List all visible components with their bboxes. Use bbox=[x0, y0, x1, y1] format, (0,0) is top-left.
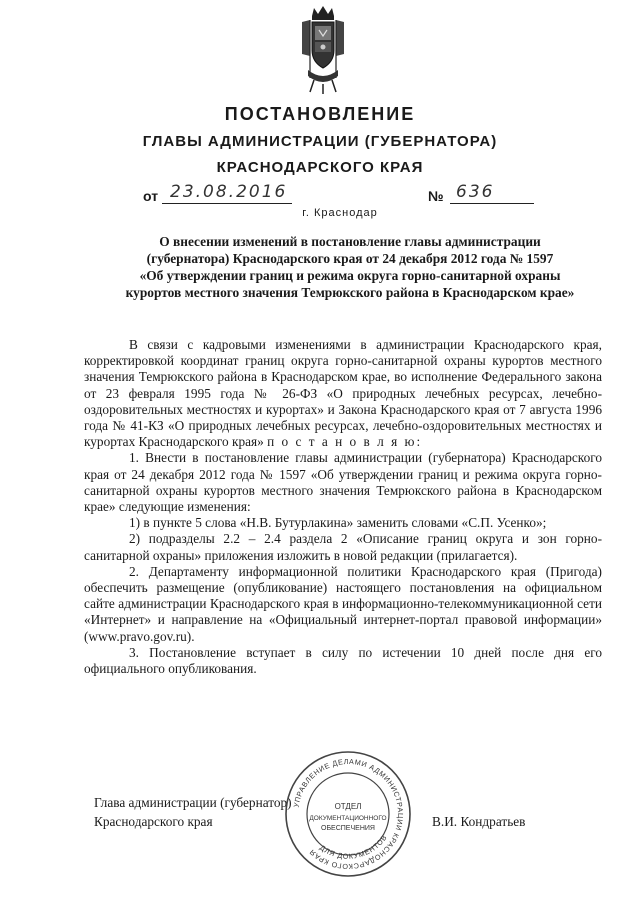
doc-type-heading: ПОСТАНОВЛЕНИЕ bbox=[224, 104, 416, 124]
date-value: 23.08.2016 bbox=[170, 182, 288, 202]
stamp-center-line2: ДОКУМЕНТАЦИОННОГО bbox=[309, 815, 387, 822]
title-line: О внесении изменений в постановление главы администрации bbox=[159, 234, 541, 249]
stamp-bottom-text: ДЛЯ ДОКУМЕНТОВ bbox=[318, 832, 389, 861]
signatory-position-line1: Глава администрации (губернатор) bbox=[94, 795, 292, 810]
coat-of-arms-emblem bbox=[300, 6, 346, 94]
city-label: г. Краснодар bbox=[302, 207, 378, 219]
official-stamp bbox=[283, 749, 413, 879]
signatory-name: В.И. Кондратьев bbox=[432, 814, 526, 829]
authority-heading-line2: КРАСНОДАРСКОГО КРАЯ bbox=[216, 159, 424, 176]
title-line: «Об утверждении границ и режима округа горно-санитарной охраны bbox=[139, 268, 561, 283]
stamp-center-line3: ОБЕСПЕЧЕНИЯ bbox=[321, 825, 375, 832]
stamp-center-line1: ОТДЕЛ bbox=[334, 802, 362, 811]
item-1: 1. Внести в постановление главы администрации (губернатора) Краснодарского края от 24 декабря 2012 года № 1597 «Об утверждении границ и режима округа горно-санитарной охраны курортов местного значения Темрюкского района в Краснодарском крае» следующие изменения: bbox=[84, 450, 602, 515]
title-line: (губернатора) Краснодарского края от 24 декабря 2012 года № 1597 bbox=[146, 251, 554, 266]
number-value: 636 bbox=[456, 182, 495, 202]
item-1-subitem-2: 2) подразделы 2.2 – 2.4 раздела 2 «Описание границ округа и зон горно-санитарной охраны» приложения изложить в новой редакции (прилагается). bbox=[84, 531, 602, 563]
item-3: 3. Постановление вступает в силу по истечении 10 дней после дня его официального опубликования. bbox=[84, 644, 602, 677]
intro-paragraph bbox=[84, 337, 602, 450]
item-1-subitem-1: 1) в пункте 5 слова «Н.В. Бутурлакина» заменить словами «С.П. Усенко»; bbox=[129, 515, 547, 531]
intro-text: В связи с кадровыми изменениями в администрации Краснодарского края, корректировкой координат границ округа горно-санитарной охраны курортов местного значения Темрюкского района в Краснодарском крае, во исполнение Федерального закона от 23 февраля 1995 года № 26-ФЗ «О природных лечебных ресурсах, лечебно-оздоровительных местностях и курортах» и Закона Краснодарского края от 7 августа 1996 года № 41-КЗ «О природных лечебных ресурсах, лечебно-оздоровительных местностях и курортах Краснодарского края» bbox=[84, 337, 602, 450]
signatory-position-line2: Краснодарского края bbox=[94, 814, 213, 829]
authority-heading-line1: ГЛАВЫ АДМИНИСТРАЦИИ (ГУБЕРНАТОРА) bbox=[142, 133, 498, 150]
date-prefix: от bbox=[143, 188, 159, 204]
resolve-word: п о с т а н о в л я ю: bbox=[267, 434, 423, 450]
signatory-position bbox=[94, 793, 292, 831]
document-body bbox=[84, 337, 602, 677]
number-underline bbox=[450, 203, 534, 204]
stamp-ring-text: УПРАВЛЕНИЕ ДЕЛАМИ АДМИНИСТРАЦИИ КРАСНОДАРСКОГО КРАЯ bbox=[291, 756, 406, 872]
title-line: курортов местного значения Темрюкского района в Краснодарском крае» bbox=[125, 285, 575, 300]
document-title bbox=[84, 233, 616, 301]
number-prefix: № bbox=[428, 188, 444, 204]
item-2: 2. Департаменту информационной политики Краснодарского края (Пригода) обеспечить размещение (опубликование) настоящего постановления на официальном сайте администрации Краснодарского края в информационно-телекоммуникационной сети «Интернет» и направление на «Официальный интернет-портал правовой информации» (www.pravo.gov.ru). bbox=[84, 563, 602, 644]
date-underline bbox=[162, 203, 292, 204]
